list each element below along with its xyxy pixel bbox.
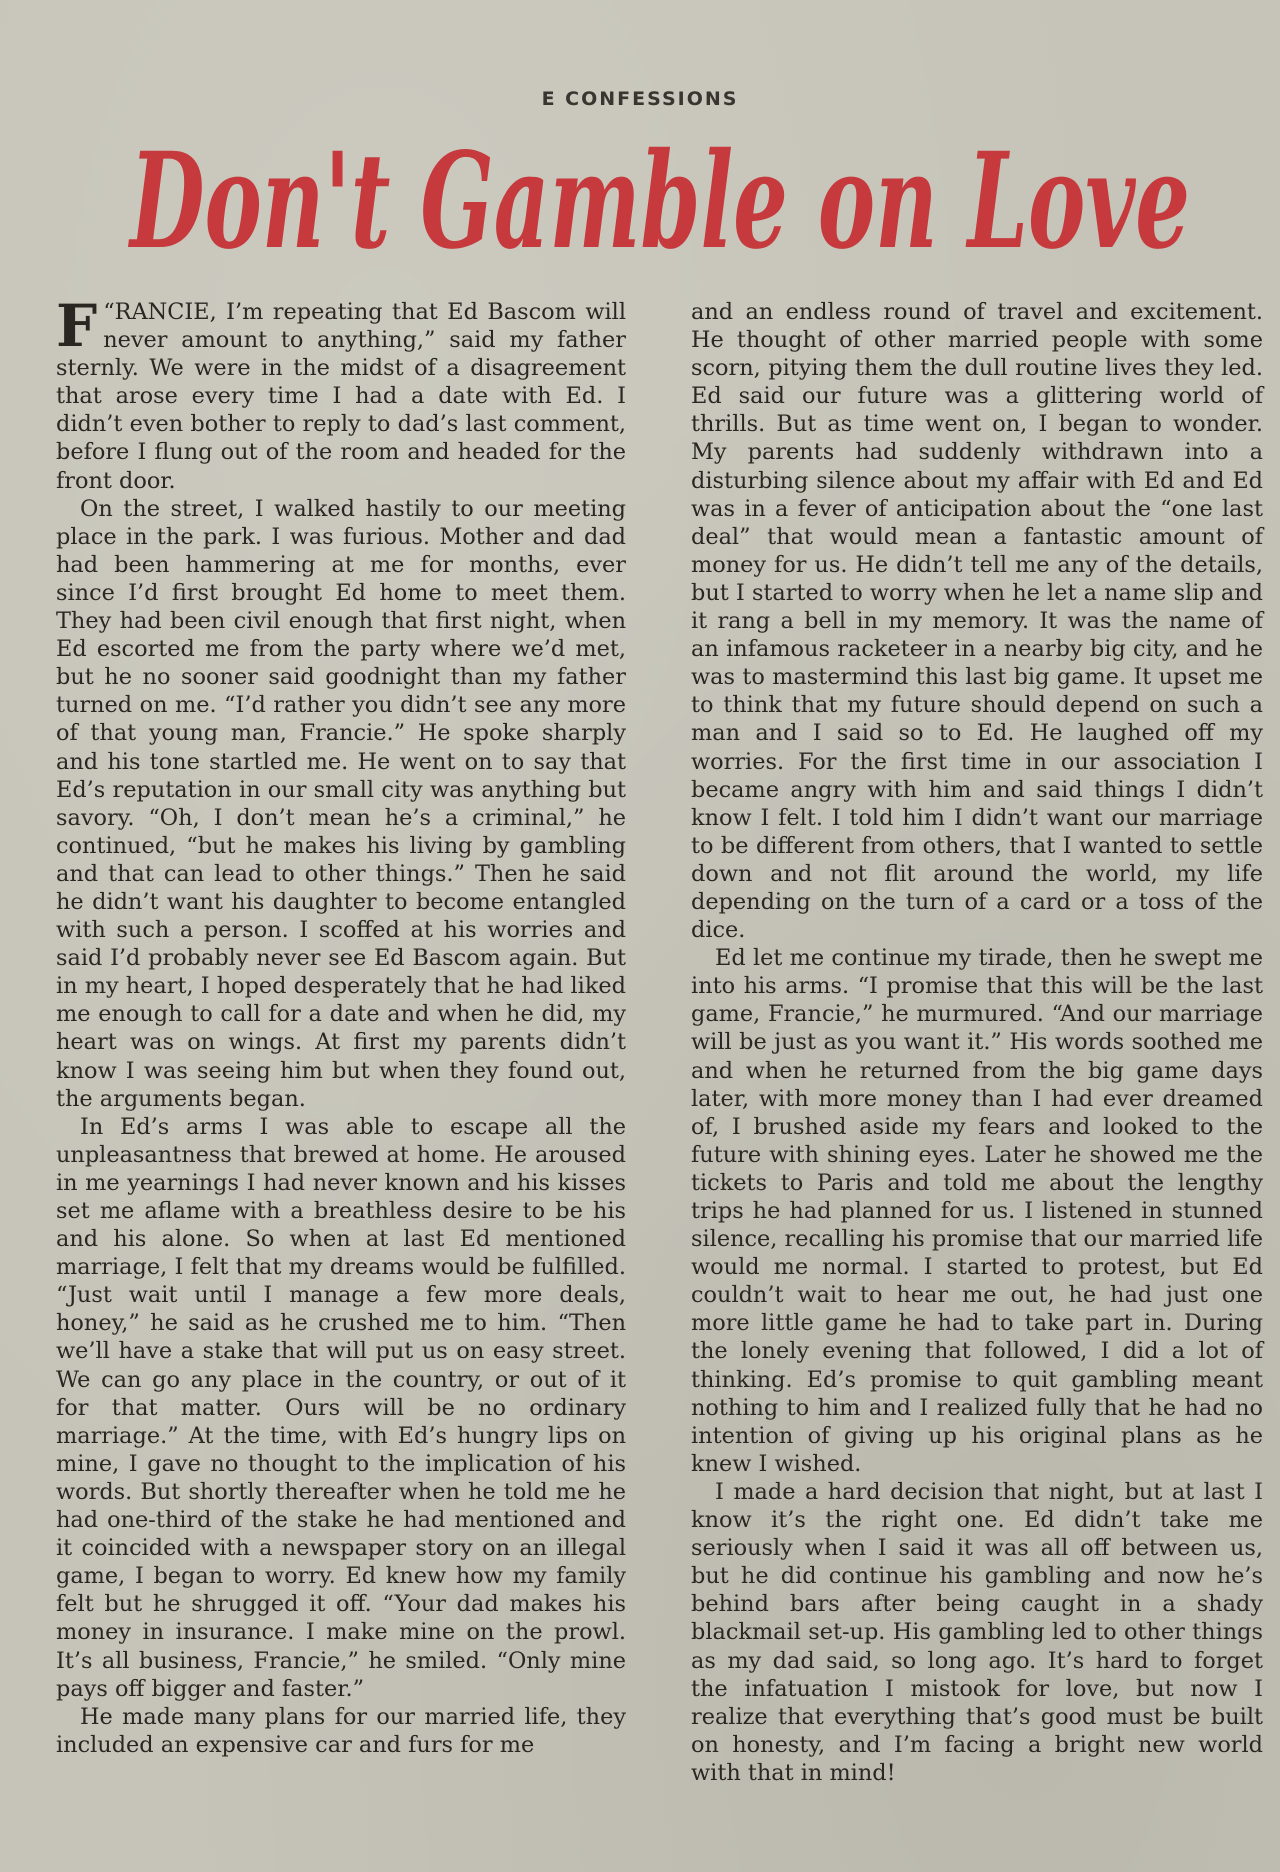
story-paragraph: He made many plans for our married life, they included an expensive car and furs for me xyxy=(56,1703,626,1758)
story-paragraph xyxy=(56,292,626,495)
opening-quote: “ xyxy=(103,299,115,325)
magazine-header: E CONFESSIONS xyxy=(541,88,739,110)
drop-cap: F xyxy=(56,292,98,360)
story-title xyxy=(120,112,1200,282)
story-paragraph: Ed let me continue my tirade, then he swept me into his arms. “I promise that this will be the last game, Francie,” he murmured. “And our marriage will be just as you want it.” His words soothed me and when he returned from the big game days later, with more money than I had ever dreamed of, I brushed aside my fears and looked to the future with shining eyes. Later he showed me the tickets to Paris and told me about the lengthy trips he had planned for us. I listened in stunned silence, recalling his promise that our married life would me normal. I started to protest, but Ed couldn’t wait to hear me out, he had just one more little game he had to take part in. During the lonely evening that followed, I did a lot of thinking. Ed’s promise to quit gambling meant nothing to him and I realized fully that he had no intention of giving up his original plans as he knew I wished. xyxy=(691,945,1263,1477)
story-paragraph: and an endless round of travel and excitement. He thought of other married people with some scorn, pitying them the dull routine lives they led. Ed said our future was a glittering world of thrills. But as time went on, I began to wonder. My parents had suddenly withdrawn into a disturbing silence about my affair with Ed and Ed was in a fever of anticipation about the “one last deal” that would mean a fantastic amount of money for us. He didn’t tell me any of the details, but I started to worry when he let a name slip and it rang a bell in my memory. It was the name of an infamous racketeer in a nearby big city, and he was to mastermind this last big game. It upset me to think that my future should depend on such a man and I said so to Ed. He laughed off my worries. For the first time in our association I became angry with him and said things I didn’t know I felt. I told him I didn’t want our marriage to be different from others, that I wanted to settle down and not flit around the world, my life depending on the turn of a card or a toss of the dice. xyxy=(691,299,1263,944)
story-title-text: Don't Gamble on Love xyxy=(127,124,1190,279)
story-paragraph: On the street, I walked hastily to our meeting place in the park. I was furious. Mother and dad had been hammering at me for months, ever since I’d first brought Ed home to meet them. They had been civil enough that first night, when Ed escorted me from the party where we’d met, but he no sooner said goodnight than my father turned on me. “I’d rather you didn’t see any more of that young man, Francie.” He spoke sharply and his tone startled me. He went on to say that Ed’s reputation in our small city was anything but savory. “Oh, I don’t mean he’s a criminal,” he continued, “but he makes his living by gambling and that can lead to other things.” Then he said he didn’t want his daughter to become entangled with such a person. I scoffed at his worries and said I’d probably never see Ed Bascom again. But in my heart, I hoped desperately that he had liked me enough to call for a date and when he did, my heart was on wings. At first my parents didn’t know I was seeing him but when they found out, the arguments began. xyxy=(56,495,626,1112)
paragraph-text: RANCIE, I’m repeating that Ed Bascom will never amount to anything,” said my father sternly. We were in the midst of a disagreement that arose every time I had a date with Ed. I didn’t even bother to reply to dad’s last comment, before I flung out of the room and headed for the front door. xyxy=(56,299,626,494)
story-paragraph: In Ed’s arms I was able to escape all the unpleasantness that brewed at home. He aroused in me yearnings I had never known and his kisses set me aflame with a breathless desire to be his and his alone. So when at last Ed mentioned marriage, I felt that my dreams would be fulfilled. “Just wait until I manage a few more deals, honey,” he said as he crushed me to him. “Then we’ll have a stake that will put us on easy street. We can go any place in the country, or out of it for that matter. Ours will be no ordinary marriage.” At the time, with Ed’s hungry lips on mine, I gave no thought to the implication of his words. But shortly thereafter when he told me he had one-third of the stake he had mentioned and it coincided with a newspaper story on an illegal game, I began to worry. Ed knew how my family felt but he shrugged it off. “Your dad makes his money in insurance. I make mine on the prowl. It’s all business, Francie,” he smiled. “Only mine pays off bigger and faster.” xyxy=(56,1113,626,1702)
story-paragraph: I made a hard decision that night, but at last I know it’s the right one. Ed didn’t take me seriously when I said it was all off between us, but he did continue his gambling and now he’s behind bars after being caught in a shady blackmail set-up. His gambling led to other things as my dad said, so long ago. It’s hard to forget the infatuation I mistook for love, but now I realize that everything that’s good must be built on honesty, and I’m facing a bright new world with that in mind! xyxy=(691,1478,1263,1786)
story-column-right xyxy=(691,298,1263,1787)
story-column-left xyxy=(56,292,626,1759)
